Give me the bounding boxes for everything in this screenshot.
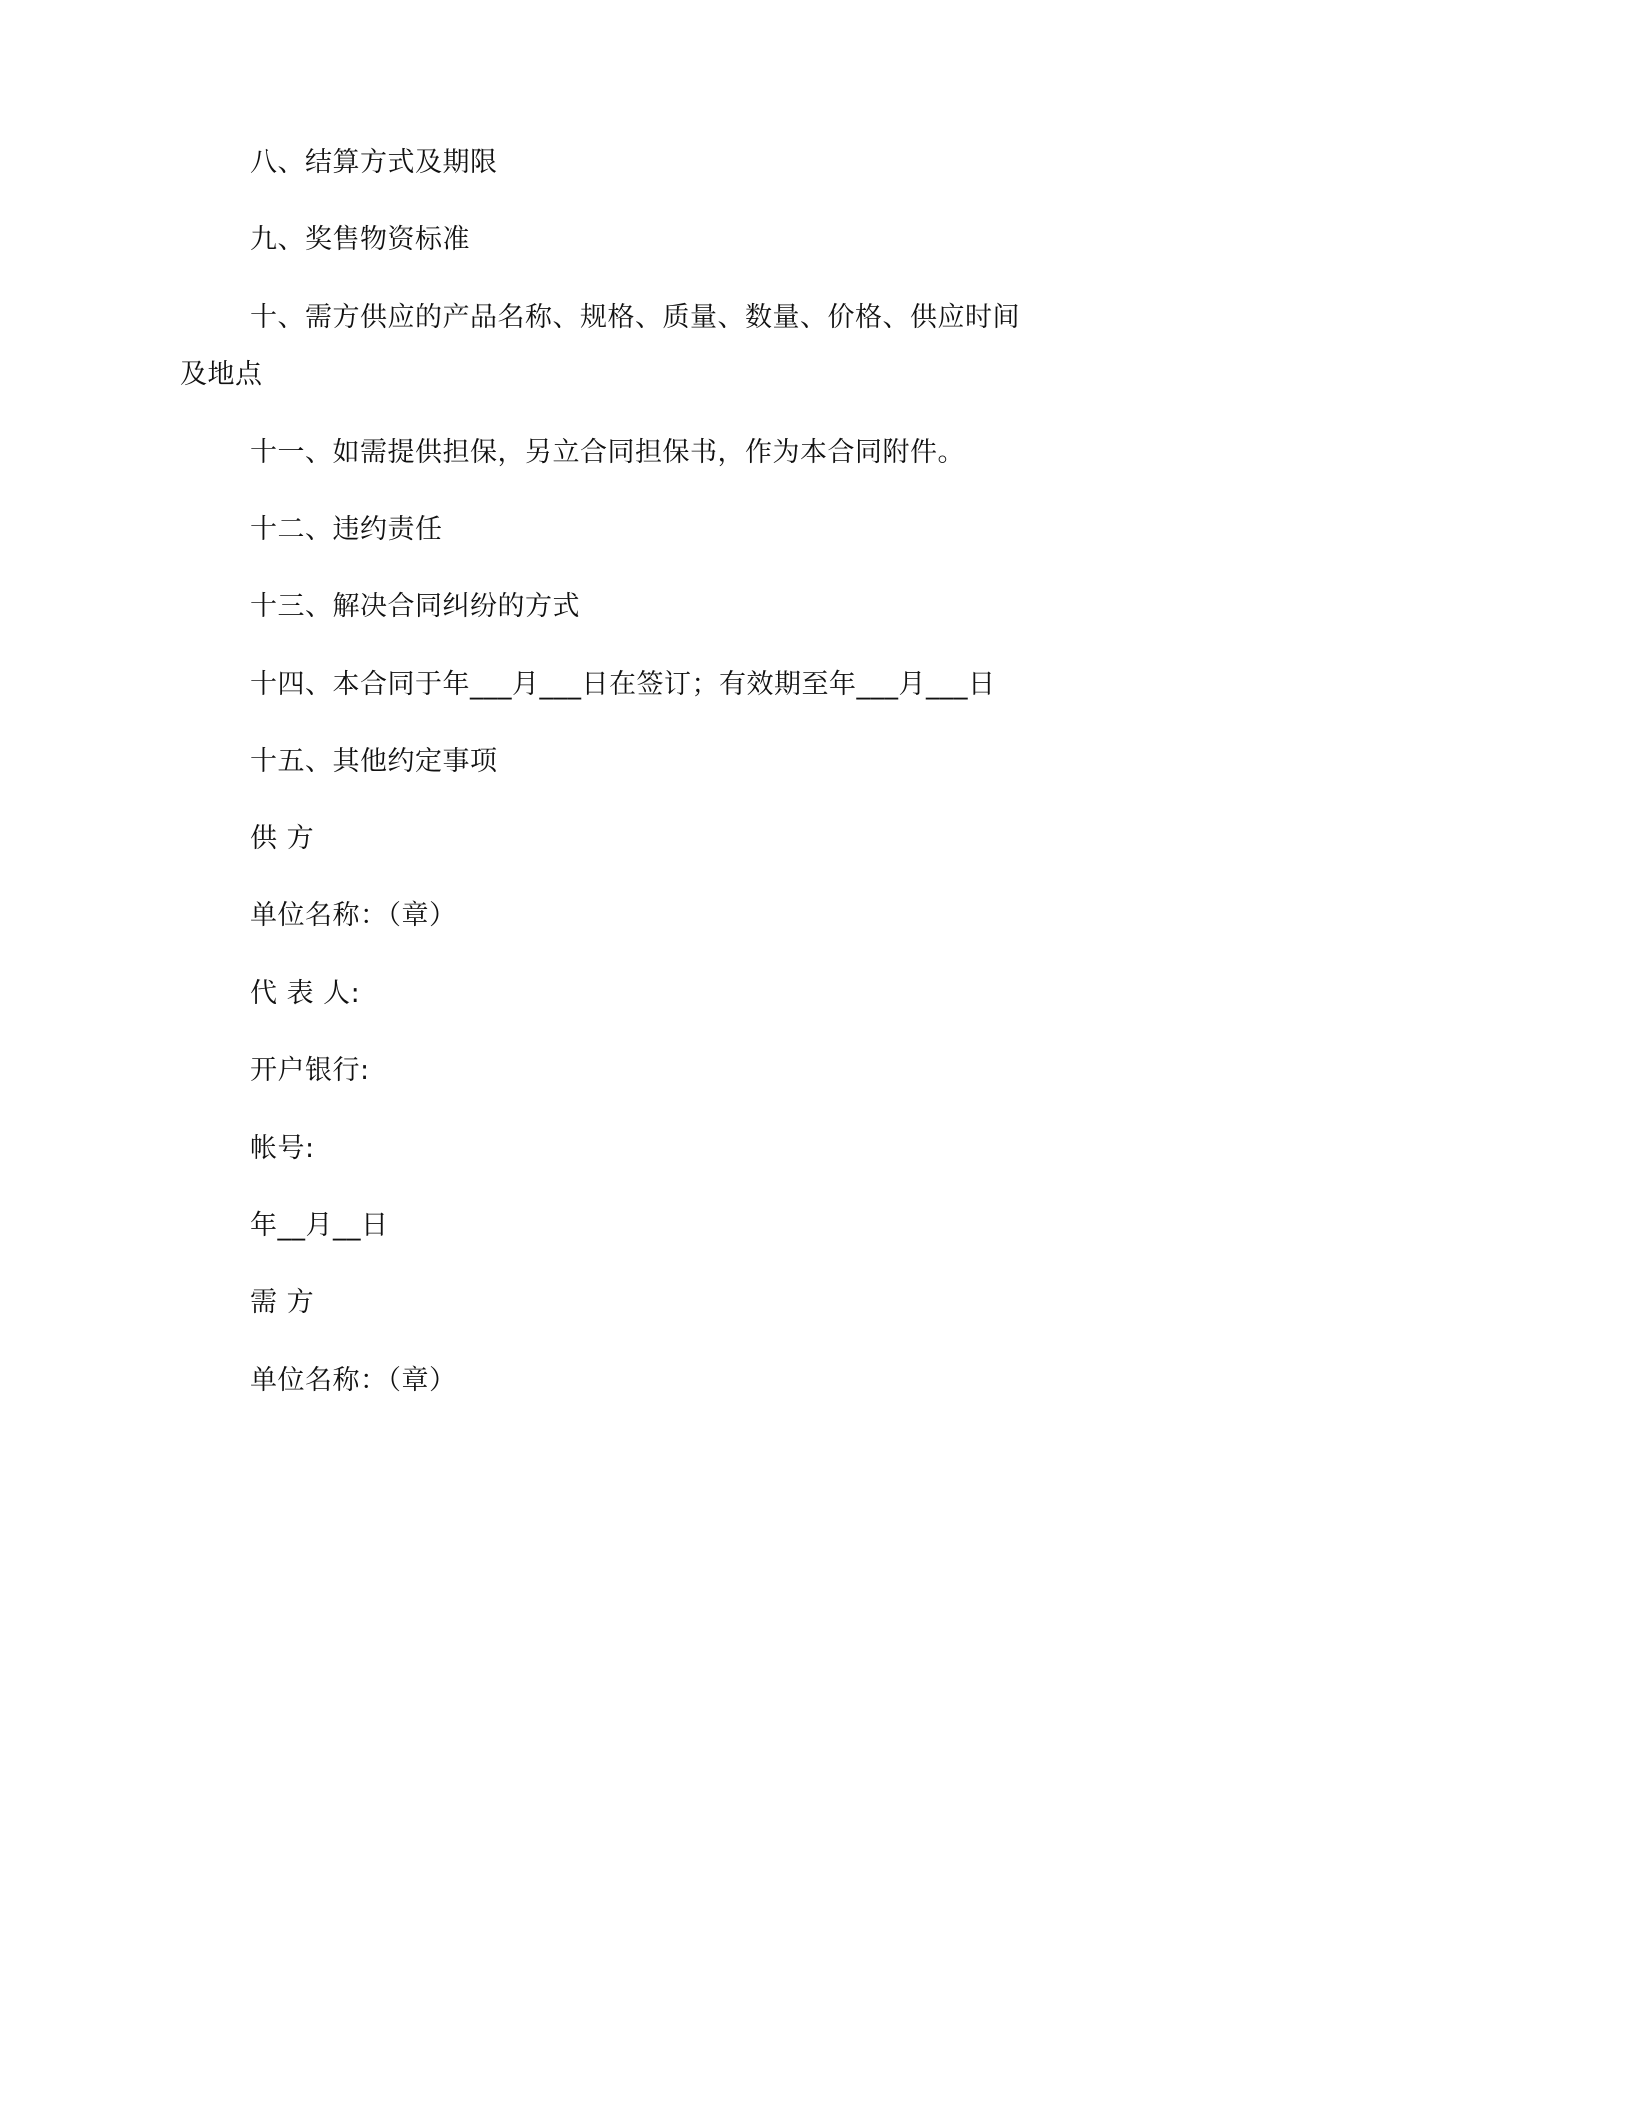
clause-14-signing-validity: 十四、本合同于年___月___日在签订；有效期至年___月___日: [250, 669, 996, 700]
clause-9-incentive-materials: 九、奖售物资标准: [250, 224, 470, 255]
clause-8-settlement: 八、结算方式及期限: [250, 147, 498, 178]
supplier-account: 帐号:: [250, 1133, 315, 1164]
buyer-unit-name: 单位名称：（章）: [250, 1365, 457, 1396]
clause-10-products: 十、需方供应的产品名称、规格、质量、数量、价格、供应时间及地点: [180, 302, 1020, 390]
supplier-representative: 代 表 人:: [250, 978, 361, 1009]
clause-11-guarantee: 十一、如需提供担保，另立合同担保书，作为本合同附件。: [250, 437, 965, 468]
supplier-unit-name: 单位名称：（章）: [250, 900, 457, 931]
supplier-date: 年__月__日: [250, 1210, 389, 1241]
supplier-heading: 供 方: [250, 823, 315, 854]
clause-15-other-matters: 十五、其他约定事项: [250, 746, 498, 777]
supplier-bank: 开户银行:: [250, 1055, 370, 1086]
clause-12-liability: 十二、违约责任: [250, 514, 443, 545]
buyer-heading: 需 方: [250, 1287, 315, 1318]
clause-13-disputes: 十三、解决合同纠纷的方式: [250, 591, 580, 622]
